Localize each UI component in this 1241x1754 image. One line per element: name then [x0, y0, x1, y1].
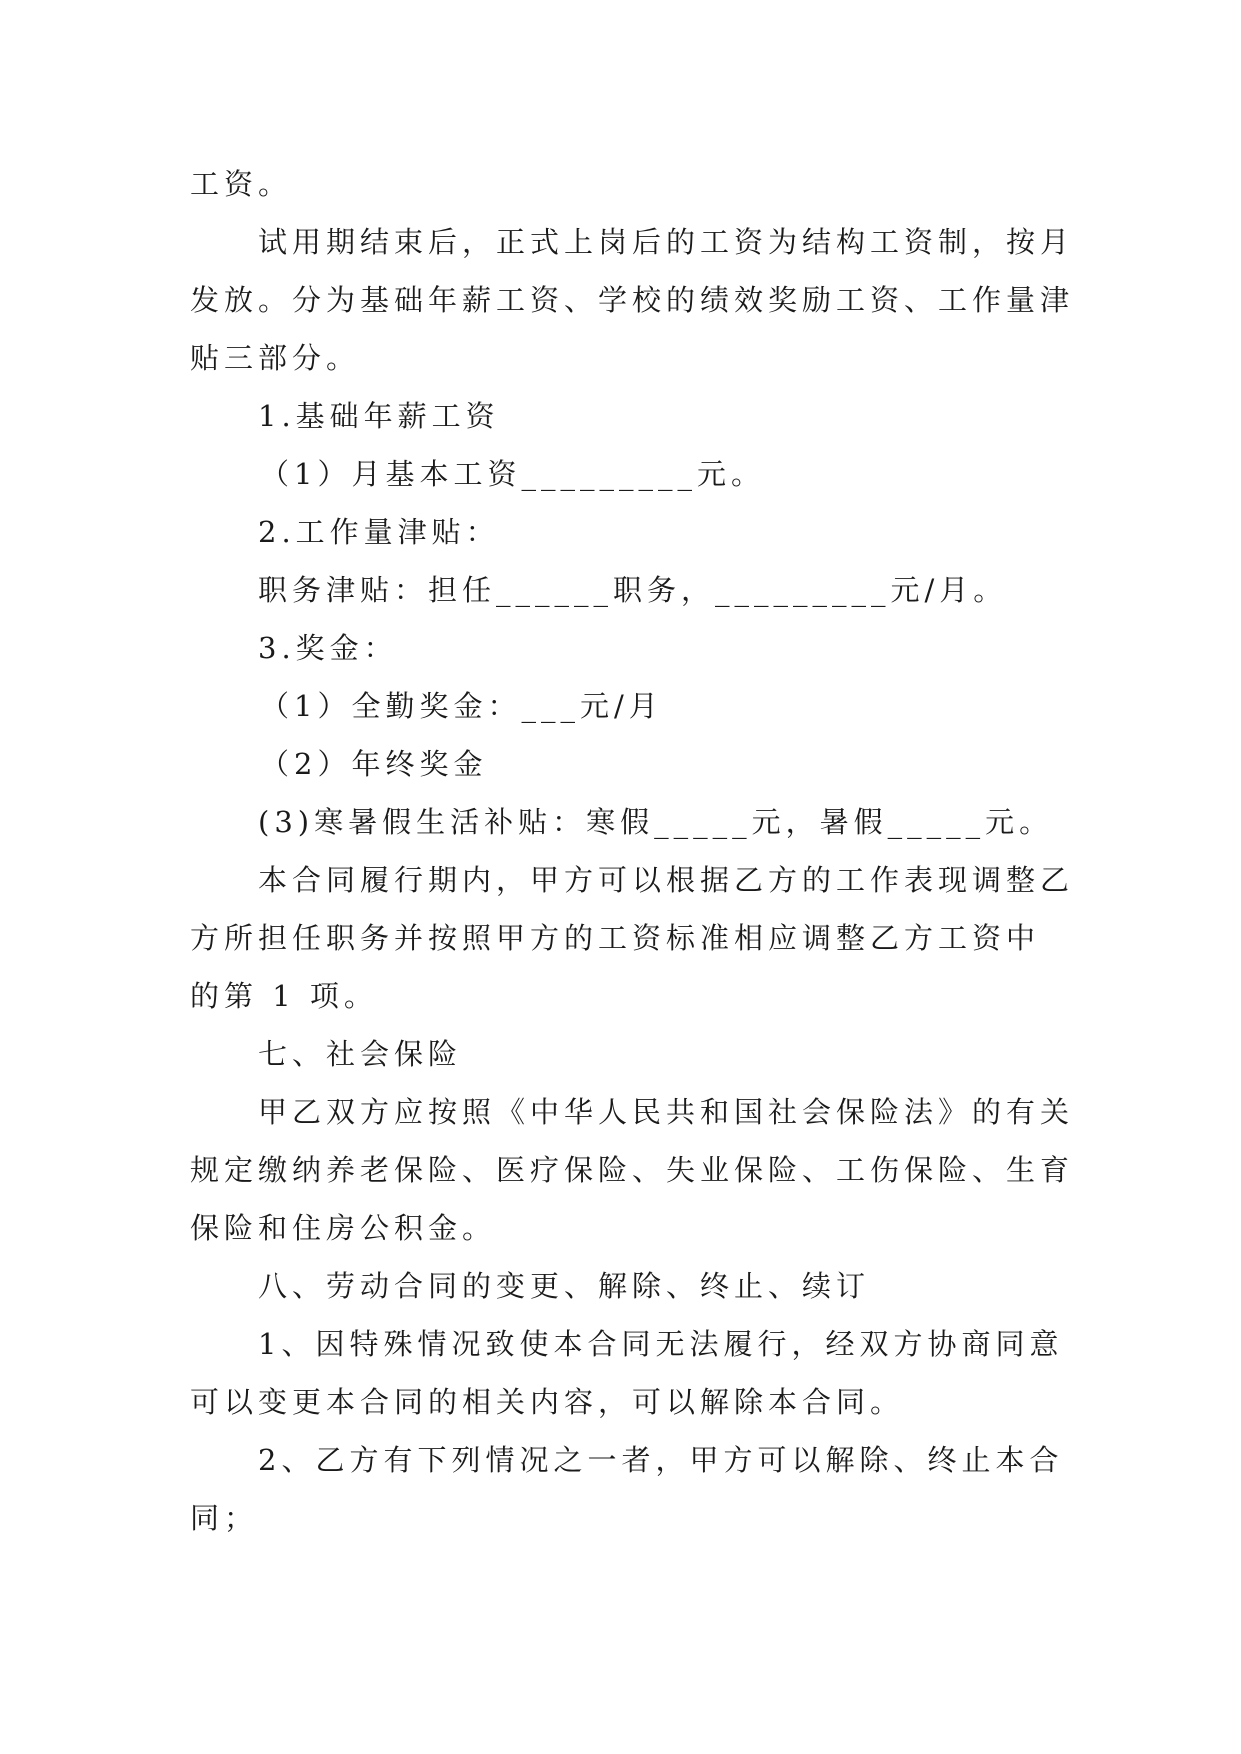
- paragraph-line: 保险和住房公积金。: [190, 1211, 497, 1245]
- paragraph-line: 工资。: [190, 167, 293, 201]
- paragraph-line: 本合同履行期内，甲方可以根据乙方的工作表现调整乙: [258, 863, 1075, 897]
- paragraph-line: 2、乙方有下列情况之一者，甲方可以解除、终止本合: [258, 1443, 1064, 1477]
- document-body: [190, 155, 1075, 1547]
- paragraph-line: （2）年终奖金: [260, 747, 488, 781]
- paragraph-line: 发放。分为基础年薪工资、学校的绩效奖励工资、工作量津: [190, 283, 1075, 317]
- paragraph-line: 贴三部分。: [190, 341, 361, 375]
- paragraph-line: 1、因特殊情况致使本合同无法履行，经双方协商同意: [258, 1327, 1064, 1361]
- section-heading: 七、社会保险: [258, 1037, 463, 1071]
- paragraph-line: 规定缴纳养老保险、医疗保险、失业保险、工伤保险、生育: [190, 1153, 1075, 1187]
- paragraph-line: (3)寒暑假生活补贴：寒假_____元，暑假_____元。: [258, 805, 1054, 839]
- paragraph-line: 2.工作量津贴：: [258, 515, 500, 549]
- paragraph-line: 3.奖金：: [258, 631, 398, 665]
- paragraph-line: （1）月基本工资_________元。: [260, 457, 765, 491]
- paragraph-line: 试用期结束后，正式上岗后的工资为结构工资制，按月: [258, 225, 1075, 259]
- section-heading: 八、劳动合同的变更、解除、终止、续订: [258, 1269, 871, 1303]
- paragraph-line: （1）全勤奖金：___元/月: [260, 689, 663, 723]
- paragraph-line: 甲乙双方应按照《中华人民共和国社会保险法》的有关: [258, 1095, 1075, 1129]
- paragraph-line: 方所担任职务并按照甲方的工资标准相应调整乙方工资中: [190, 921, 1041, 955]
- paragraph-line: 1.基础年薪工资: [258, 399, 500, 433]
- paragraph-line: 可以变更本合同的相关内容，可以解除本合同。: [190, 1385, 905, 1419]
- paragraph-line: 的第 1 项。: [190, 979, 378, 1013]
- paragraph-line: 职务津贴：担任______职务，_________元/月。: [258, 573, 1008, 607]
- paragraph-line: 同；: [190, 1501, 259, 1535]
